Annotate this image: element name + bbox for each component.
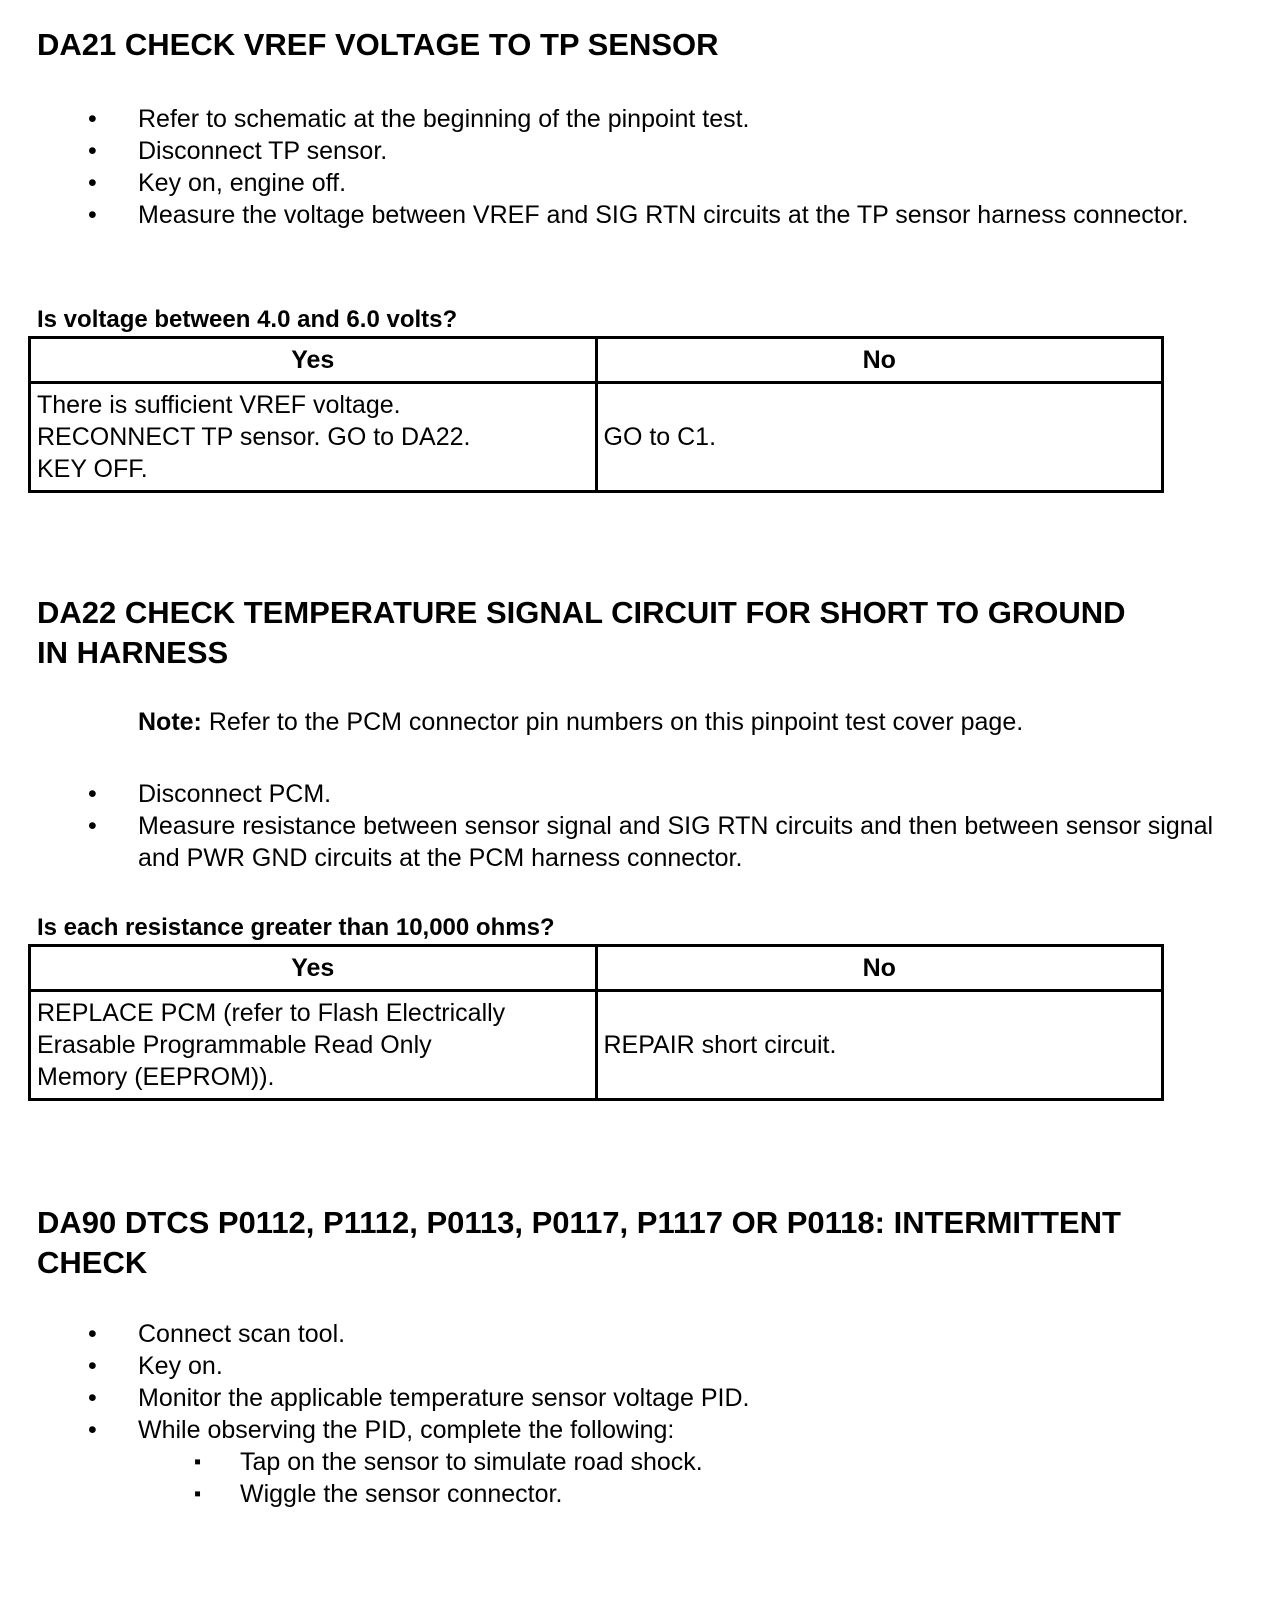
table-row: [30, 991, 1163, 1100]
note-label: Note:: [138, 708, 202, 736]
section-heading-da90: [37, 1203, 1247, 1283]
list-item: • Disconnect PCM.: [0, 778, 1240, 810]
yes-line: Erasable Programmable Read Only: [37, 1031, 432, 1059]
yes-line: KEY OFF.: [37, 455, 148, 483]
list-item: • Monitor the applicable temperature sensor voltage PID.: [0, 1382, 1240, 1414]
step-list-da22: [0, 778, 1240, 874]
yes-cell: [30, 383, 597, 492]
list-item: • Key on.: [0, 1350, 1240, 1382]
yes-no-table-da21: [28, 336, 1164, 493]
step-list-da21: [0, 103, 1240, 231]
yes-line: There is sufficient VREF voltage.: [37, 391, 401, 419]
list-item: • Disconnect TP sensor.: [0, 135, 1240, 167]
substep-list: [138, 1446, 1240, 1510]
yes-header: Yes: [30, 946, 597, 991]
sub-list-item: ▪ Wiggle the sensor connector.: [240, 1478, 1240, 1510]
question-da22: Is each resistance greater than 10,000 ohms?: [37, 914, 555, 941]
yes-cell: [30, 991, 597, 1100]
section-heading-da22: [37, 593, 1247, 673]
heading-line: DA90 DTCS P0112, P1112, P0113, P0117, P1117 OR P0118: INTERMITTENT: [37, 1205, 1121, 1240]
no-header: No: [596, 946, 1163, 991]
yes-header: Yes: [30, 338, 597, 383]
list-item: • Measure the voltage between VREF and SIG RTN circuits at the TP sensor harness connector.: [0, 199, 1240, 231]
list-item: • Key on, engine off.: [0, 167, 1240, 199]
table-row: [30, 383, 1163, 492]
heading-line: DA22 CHECK TEMPERATURE SIGNAL CIRCUIT FOR SHORT TO GROUND: [37, 595, 1126, 630]
table-header-row: [30, 338, 1163, 383]
list-item: [0, 1414, 1240, 1510]
note-da22: [138, 706, 1023, 738]
heading-line: CHECK: [37, 1245, 148, 1280]
list-item: • Refer to schematic at the beginning of the pinpoint test.: [0, 103, 1240, 135]
yes-line: Memory (EEPROM)).: [37, 1063, 275, 1091]
question-da21: Is voltage between 4.0 and 6.0 volts?: [37, 306, 458, 333]
no-header: No: [596, 338, 1163, 383]
note-text: Refer to the PCM connector pin numbers on this pinpoint test cover page.: [201, 708, 1024, 736]
yes-line: RECONNECT TP sensor. GO to DA22.: [37, 423, 471, 451]
table-header-row: [30, 946, 1163, 991]
sub-list-item: ▪ Tap on the sensor to simulate road shock.: [240, 1446, 1240, 1478]
no-cell: REPAIR short circuit.: [596, 991, 1163, 1100]
list-item: • Connect scan tool.: [0, 1318, 1240, 1350]
heading-line: IN HARNESS: [37, 635, 229, 670]
list-item-text: While observing the PID, complete the following:: [138, 1416, 675, 1444]
yes-line: REPLACE PCM (refer to Flash Electrically: [37, 999, 506, 1027]
list-item: • Measure resistance between sensor signal and SIG RTN circuits and then between sensor signal and PWR GND circuits at the PCM harness connector.: [0, 810, 1240, 874]
yes-no-table-da22: [28, 944, 1164, 1101]
section-heading-da21: DA21 CHECK VREF VOLTAGE TO TP SENSOR: [37, 27, 719, 62]
step-list-da90: [0, 1318, 1240, 1510]
no-cell: GO to C1.: [596, 383, 1163, 492]
